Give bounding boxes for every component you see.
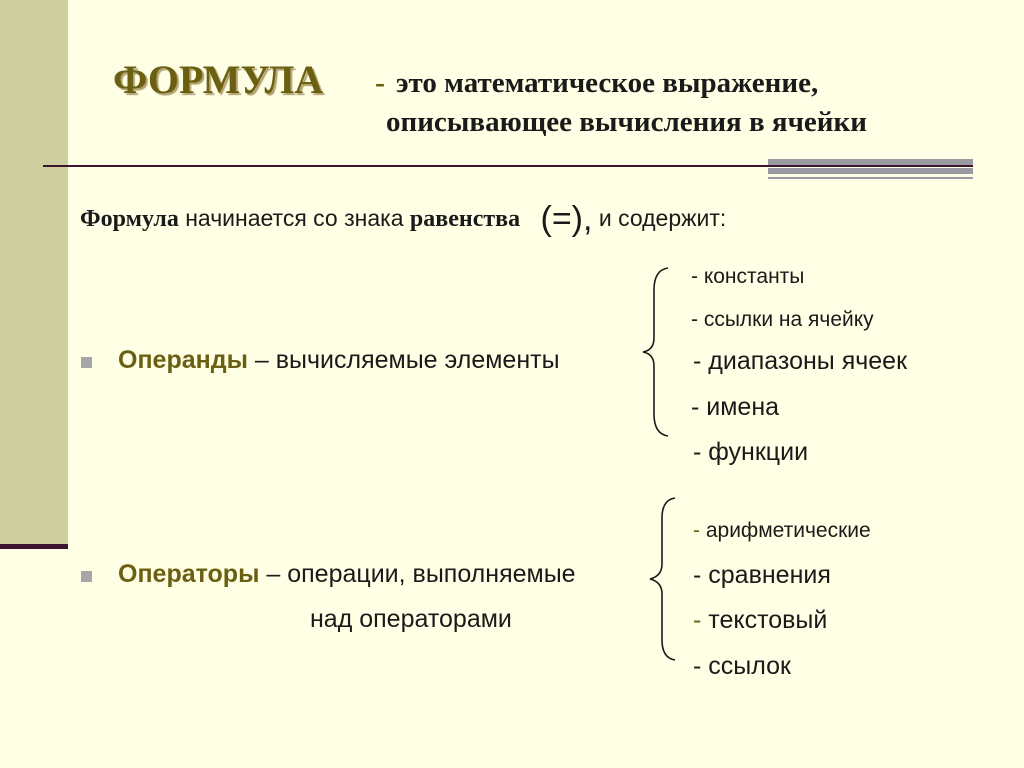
operator-text-text: текстовый bbox=[708, 606, 828, 634]
operators-item bbox=[118, 560, 576, 589]
operands-label: Операнды bbox=[118, 346, 248, 374]
operand-names: - имена bbox=[691, 393, 780, 421]
operators-desc-1: – операции, выполняемые bbox=[266, 560, 576, 588]
operands-desc: – вычисляемые элементы bbox=[254, 346, 560, 374]
operator-dash: - bbox=[693, 519, 700, 542]
equals-sign: (=), bbox=[540, 200, 593, 238]
sidebar-decoration bbox=[0, 0, 68, 545]
title-keyword: ФОРМУЛА bbox=[113, 57, 324, 102]
operand-ranges: - диапазоны ячеек bbox=[693, 347, 908, 375]
operator-text bbox=[693, 606, 827, 635]
operator-reference bbox=[693, 652, 791, 681]
operators-desc-2: над операторами bbox=[310, 605, 512, 633]
bullet-icon bbox=[81, 571, 92, 582]
sidebar-underline bbox=[0, 544, 68, 549]
operator-dash: - bbox=[693, 561, 702, 589]
title-line-2: описывающее вычисления в ячейки bbox=[386, 106, 867, 138]
bullet-icon bbox=[81, 357, 92, 368]
operator-arithmetic-text: арифметические bbox=[705, 519, 871, 542]
operand-functions: - функции bbox=[693, 438, 809, 466]
operator-reference-text: ссылок bbox=[708, 652, 791, 680]
operators-label: Операторы bbox=[118, 560, 260, 588]
title-line-1: это математическое выражение, bbox=[396, 67, 819, 99]
operands-brace-icon bbox=[640, 266, 676, 438]
formula-text-2: и содержит: bbox=[598, 205, 727, 231]
operator-comparison-text: сравнения bbox=[708, 561, 831, 589]
operator-arithmetic bbox=[693, 519, 871, 543]
operator-comparison bbox=[693, 561, 831, 590]
operand-cell-refs: - ссылки на ячейку bbox=[691, 308, 874, 331]
operator-dash: - bbox=[693, 652, 702, 680]
formula-bold-word: равенства bbox=[409, 206, 521, 232]
operands-item bbox=[118, 346, 560, 375]
formula-word: Формула bbox=[80, 206, 179, 232]
operators-brace-icon bbox=[647, 496, 683, 662]
operator-dash: - bbox=[693, 606, 702, 634]
formula-text-1: начинается со знака bbox=[185, 205, 404, 231]
formula-definition bbox=[80, 200, 726, 239]
operand-constants: - константы bbox=[691, 265, 805, 288]
divider-accent bbox=[768, 159, 973, 179]
title-dash: - bbox=[375, 66, 385, 99]
